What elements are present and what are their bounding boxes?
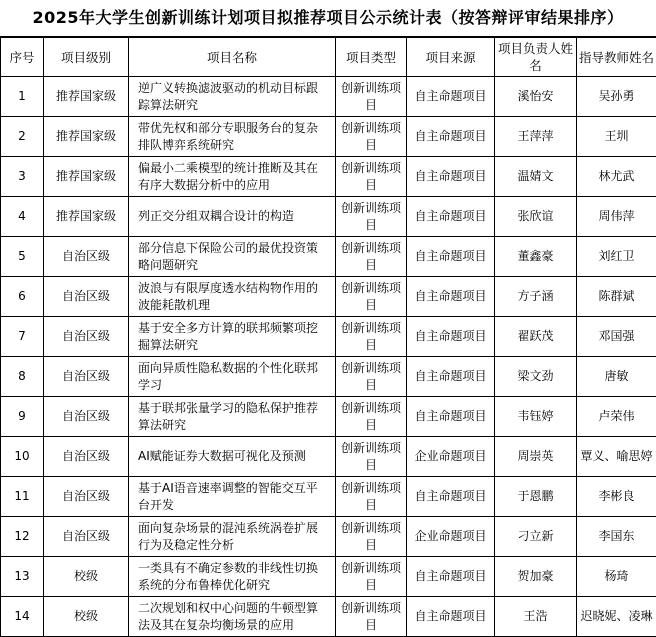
cell-project-name: 基于安全多方计算的联邦频繁项挖掘算法研究: [129, 317, 336, 357]
table-row: [1, 77, 656, 117]
cell-advisor: 王圳: [577, 117, 656, 157]
cell-type: 创新训练项目: [336, 477, 407, 517]
cell-advisor: 陈群斌: [577, 277, 656, 317]
cell-leader: 王萍萍: [495, 117, 577, 157]
table-row: [1, 117, 656, 157]
table-row: [1, 597, 656, 637]
cell-project-name: 波浪与有限厚度透水结构物作用的波能耗散机理: [129, 277, 336, 317]
cell-no: 6: [1, 277, 44, 317]
cell-type: 创新训练项目: [336, 77, 407, 117]
cell-no: 10: [1, 437, 44, 477]
project-table: [0, 37, 656, 637]
table-row: [1, 237, 656, 277]
cell-level: 校级: [44, 557, 129, 597]
cell-no: 9: [1, 397, 44, 437]
cell-leader: 王浩: [495, 597, 577, 637]
cell-advisor: 吴孙勇: [577, 77, 656, 117]
cell-type: 创新训练项目: [336, 557, 407, 597]
cell-project-name: 逆广义转换滤波驱动的机动目标跟踪算法研究: [129, 77, 336, 117]
cell-type: 创新训练项目: [336, 237, 407, 277]
cell-no: 2: [1, 117, 44, 157]
cell-advisor: 林尤武: [577, 157, 656, 197]
cell-no: 12: [1, 517, 44, 557]
table-title: 2025年大学生创新训练计划项目拟推荐项目公示统计表（按答辩评审结果排序）: [0, 0, 656, 37]
header-cell-level: 项目级别: [44, 38, 129, 77]
cell-level: 自治区级: [44, 317, 129, 357]
cell-no: 14: [1, 597, 44, 637]
cell-advisor: 杨琦: [577, 557, 656, 597]
cell-level: 自治区级: [44, 357, 129, 397]
cell-level: 推荐国家级: [44, 117, 129, 157]
header-cell-name: 项目名称: [129, 38, 336, 77]
cell-advisor: 李彬良: [577, 477, 656, 517]
header-cell-type: 项目类型: [336, 38, 407, 77]
cell-project-name: 面向异质性隐私数据的个性化联邦学习: [129, 357, 336, 397]
cell-leader: 张欣谊: [495, 197, 577, 237]
cell-advisor: 迟晓妮、凌琳: [577, 597, 656, 637]
cell-leader: 梁文劲: [495, 357, 577, 397]
cell-leader: 贺加豪: [495, 557, 577, 597]
cell-advisor: 唐敏: [577, 357, 656, 397]
cell-source: 自主命题项目: [407, 357, 495, 397]
header-row: [1, 38, 656, 77]
cell-project-name: 基于AI语音速率调整的智能交互平台开发: [129, 477, 336, 517]
cell-type: 创新训练项目: [336, 157, 407, 197]
cell-level: 自治区级: [44, 437, 129, 477]
cell-source: 自主命题项目: [407, 277, 495, 317]
cell-no: 7: [1, 317, 44, 357]
cell-source: 自主命题项目: [407, 317, 495, 357]
cell-no: 13: [1, 557, 44, 597]
table-row: [1, 517, 656, 557]
cell-leader: 刁立新: [495, 517, 577, 557]
cell-source: 自主命题项目: [407, 477, 495, 517]
cell-level: 自治区级: [44, 517, 129, 557]
cell-level: 自治区级: [44, 477, 129, 517]
cell-advisor: 刘红卫: [577, 237, 656, 277]
cell-advisor: 邓国强: [577, 317, 656, 357]
cell-type: 创新训练项目: [336, 437, 407, 477]
table-row: [1, 157, 656, 197]
cell-leader: 周崇英: [495, 437, 577, 477]
cell-source: 自主命题项目: [407, 77, 495, 117]
cell-project-name: 部分信息下保险公司的最优投资策略问题研究: [129, 237, 336, 277]
cell-advisor: 卢荣伟: [577, 397, 656, 437]
cell-leader: 于恩鹏: [495, 477, 577, 517]
cell-type: 创新训练项目: [336, 317, 407, 357]
cell-type: 创新训练项目: [336, 117, 407, 157]
cell-level: 推荐国家级: [44, 77, 129, 117]
cell-leader: 韦钰婷: [495, 397, 577, 437]
cell-no: 3: [1, 157, 44, 197]
cell-no: 1: [1, 77, 44, 117]
cell-leader: 董鑫豪: [495, 237, 577, 277]
cell-project-name: 列正交分组双耦合设计的构造: [129, 197, 336, 237]
cell-type: 创新训练项目: [336, 357, 407, 397]
header-cell-no: 序号: [1, 38, 44, 77]
cell-source: 自主命题项目: [407, 197, 495, 237]
cell-project-name: 一类具有不确定参数的非线性切换系统的分布鲁棒优化研究: [129, 557, 336, 597]
cell-source: 自主命题项目: [407, 597, 495, 637]
cell-type: 创新训练项目: [336, 597, 407, 637]
table-body: [1, 77, 656, 637]
cell-project-name: 基于联邦张量学习的隐私保护推荐算法研究: [129, 397, 336, 437]
cell-leader: 翟跃茂: [495, 317, 577, 357]
table-row: [1, 437, 656, 477]
cell-type: 创新训练项目: [336, 197, 407, 237]
header-cell-leader: 项目负责人姓名: [495, 38, 577, 77]
cell-source: 自主命题项目: [407, 157, 495, 197]
cell-type: 创新训练项目: [336, 397, 407, 437]
cell-level: 校级: [44, 597, 129, 637]
cell-source: 自主命题项目: [407, 557, 495, 597]
cell-project-name: 二次规划和权中心问题的牛顿型算法及其在复杂均衡场景的应用: [129, 597, 336, 637]
cell-source: 企业命题项目: [407, 437, 495, 477]
cell-no: 5: [1, 237, 44, 277]
cell-source: 自主命题项目: [407, 397, 495, 437]
cell-no: 8: [1, 357, 44, 397]
table-row: [1, 197, 656, 237]
cell-source: 自主命题项目: [407, 117, 495, 157]
cell-project-name: 带优先权和部分专职服务台的复杂排队博弈系统研究: [129, 117, 336, 157]
cell-project-name: AI赋能证券大数据可视化及预测: [129, 437, 336, 477]
cell-level: 推荐国家级: [44, 157, 129, 197]
table-row: [1, 317, 656, 357]
cell-level: 自治区级: [44, 397, 129, 437]
cell-level: 自治区级: [44, 277, 129, 317]
table-row: [1, 557, 656, 597]
cell-leader: 溪怡安: [495, 77, 577, 117]
table-row: [1, 357, 656, 397]
cell-project-name: 面向复杂场景的混沌系统涡卷扩展行为及稳定性分析: [129, 517, 336, 557]
table-row: [1, 477, 656, 517]
cell-level: 推荐国家级: [44, 197, 129, 237]
cell-leader: 方子涵: [495, 277, 577, 317]
cell-no: 11: [1, 477, 44, 517]
table-row: [1, 397, 656, 437]
cell-source: 企业命题项目: [407, 517, 495, 557]
cell-type: 创新训练项目: [336, 277, 407, 317]
header-cell-advisor: 指导教师姓名: [577, 38, 656, 77]
header-cell-source: 项目来源: [407, 38, 495, 77]
cell-advisor: 李国东: [577, 517, 656, 557]
cell-type: 创新训练项目: [336, 517, 407, 557]
cell-leader: 温婧文: [495, 157, 577, 197]
table-row: [1, 277, 656, 317]
cell-level: 自治区级: [44, 237, 129, 277]
cell-project-name: 偏最小二乘模型的统计推断及其在有序大数据分析中的应用: [129, 157, 336, 197]
cell-no: 4: [1, 197, 44, 237]
cell-advisor: 周伟萍: [577, 197, 656, 237]
cell-advisor: 覃义、喻思婷: [577, 437, 656, 477]
cell-source: 自主命题项目: [407, 237, 495, 277]
